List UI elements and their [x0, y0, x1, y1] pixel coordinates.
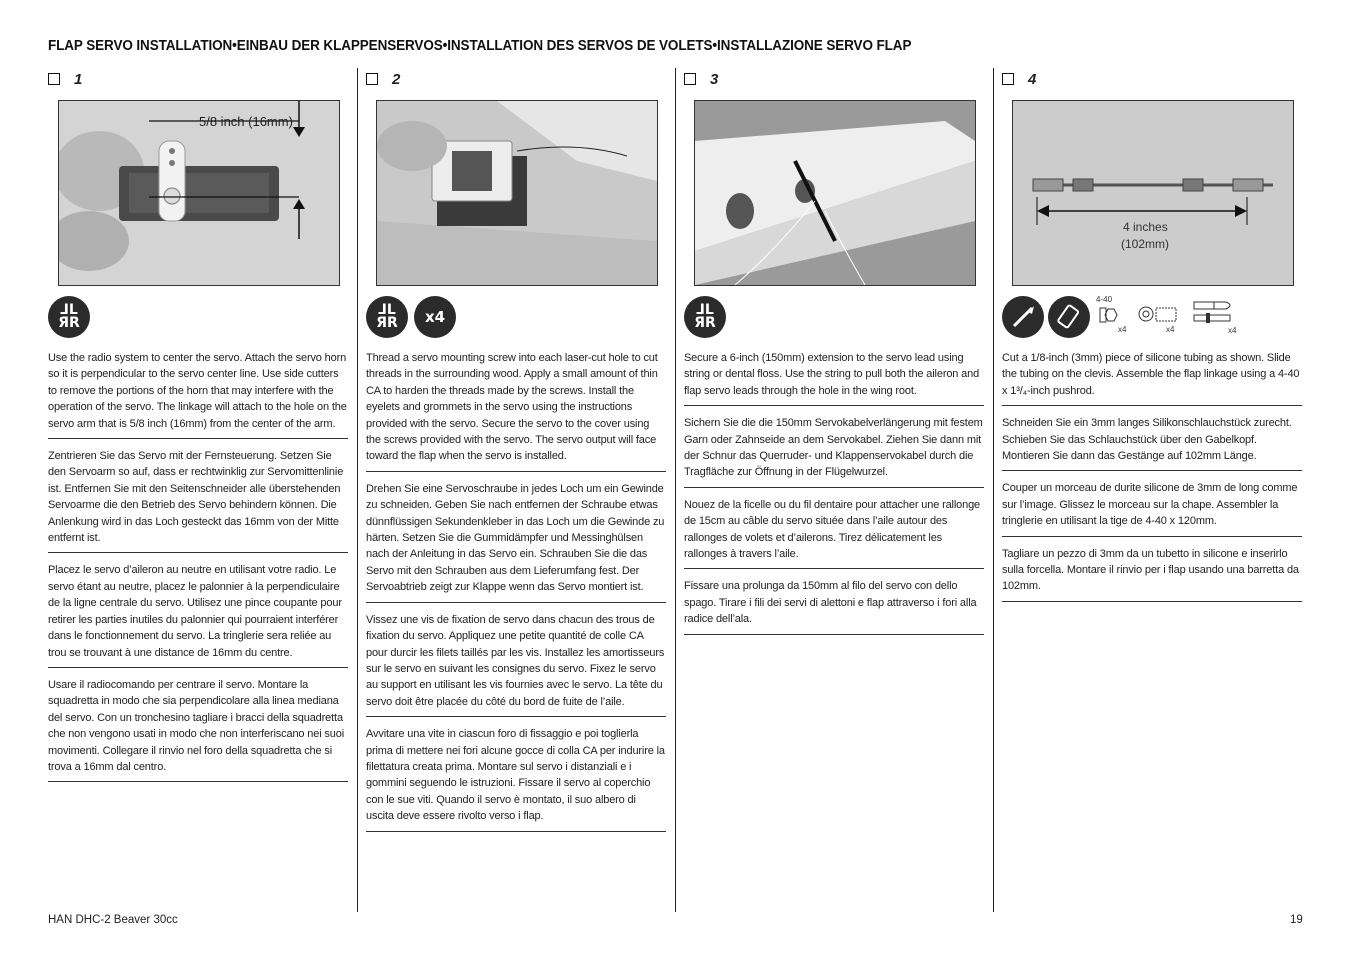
step-1-photo [58, 100, 340, 286]
radio-sticks-icon: ᒧL ЯR [48, 296, 90, 338]
checkbox-icon[interactable] [684, 73, 696, 85]
step-4-column [1002, 68, 1302, 593]
paragraph-de: Schneiden Sie ein 3mm langes Silikonschlauchstück zurecht. Schieben Sie das Schlauchstück über den Gabelkopf. Montieren Sie dann das Gestänge auf 102mm Länge. [1002, 415, 1302, 471]
step-2-icons [366, 294, 456, 340]
paragraph-en: Cut a 1/8-inch (3mm) piece of silicone tubing as shown. Slide the tubing on the clevis. Assemble the flap linkage using a 4-40 x 1³/₄-inch pushrod. [1002, 350, 1302, 406]
step-4-header [1002, 68, 1302, 90]
page-number: 19 [1290, 914, 1303, 926]
radio-sticks-icon: ᒧL ЯR [366, 296, 408, 338]
step-1-header [48, 68, 348, 90]
paragraph-it: Avvitare una vite in ciascun foro di fissaggio e poi toglierla prima di mettere nei fori alcune gocce di colla CA per indurire la filettatura creata prima. Montare sul servo i distanziali e i gommini seguendo le istruzioni. Fissare il servo al coperchio con le sue viti. Quando il servo è montato, il suo albero di uscita deve essere rivolto verso i flap. [366, 726, 666, 831]
paragraph-fr: Vissez une vis de fixation de servo dans chacun des trous de fixation du servo. Appliquez une petite quantité de colle CA pour durcir les filets taillés par les vis. Installez les amortisseurs sur le servo en suivant les consignes du servo. Fixez le servo au support en utilisant les vis fournies avec le servo. La tête du servo doit être placée du côté du bord de fuite de l’aile. [366, 612, 666, 717]
hobby-knife-icon [1002, 296, 1044, 338]
paragraph-de: Drehen Sie eine Servoschraube in jedes Loch um ein Gewinde zu schneiden. Geben Sie nach entfernen der Schraube etwas dünnflüssigen Sekundenkleber in das Loch um die Gewinde zu härten. Setzen Sie die Gummidämpfer und Messinghülsen nach der Anleitung in das Servo ein. Schrauben Sie die das Servo mit den Schrauben aus dem Lieferumfang fest. Der Servoabtrieb zeigt zur Klappe wenn das Servo montiert ist. [366, 481, 666, 603]
paragraph-en: Use the radio system to center the servo. Attach the servo horn so it is perpendicular to the servo center line. Use side cutters to remove the portions of the horn that may interfere with the operation of the servo. The linkage will attach to the hole on the servo arm that is 5/8 inch (16mm) from the center of the arm. [48, 350, 348, 439]
pushrod-length-label: 4 inches [1123, 220, 1168, 234]
column-divider [993, 68, 994, 912]
step-2-column [366, 68, 666, 823]
paragraph-fr: Nouez de la ficelle ou du fil dentaire pour attacher une rallonge de 15cm au câble du servo située dans l’aile autour des rallonges de volets et d’ailerons. Tirez délicatement les rallonges à travers l’aile. [684, 497, 984, 570]
step-4-icons [1002, 294, 1294, 340]
hardware-icons [1094, 294, 1294, 340]
step-1-icons [48, 294, 90, 340]
column-divider [675, 68, 676, 912]
step-number: 1 [74, 70, 83, 88]
checkbox-icon[interactable] [1002, 73, 1014, 85]
hardware-size-label: 4-40 [1096, 295, 1113, 304]
pushrod-length-metric-label: (102mm) [1121, 237, 1170, 251]
step-3-photo [694, 100, 976, 286]
paragraph-it: Fissare una prolunga da 150mm al filo del servo con dello spago. Tirare i fili dei servi di alettoni e flap attraverso i fori alla radice dell’ala. [684, 578, 984, 634]
clevis-quantity: x4 [1228, 326, 1237, 335]
step-3-column [684, 68, 984, 626]
page-title: FLAP SERVO INSTALLATION•EINBAU DER KLAPPENSERVOS•INSTALLATION DES SERVOS DE VOLETS•INSTALLAZIONE SERVO FLAP [48, 38, 912, 54]
nut-quantity: x4 [1118, 325, 1127, 334]
checkbox-icon[interactable] [366, 73, 378, 85]
horn-distance-label: 5/8 inch (16mm) [199, 114, 293, 129]
paragraph-it: Usare il radiocomando per centrare il servo. Montare la squadretta in modo che sia perpendicolare alla linea mediana del servo. Con un tronchesino tagliare i bracci della squadretta che non vengono usati in modo che non interferiscano nei suoi movimenti. Collegare il rinvio nel foro della squadretta che si trova a 16mm dal centro. [48, 677, 348, 782]
paragraph-de: Zentrieren Sie das Servo mit der Fernsteuerung. Setzen Sie den Servoarm so auf, dass er rechtwinklig zur Servomittenlinie ist. Entfernen Sie mit den Seitenschneider alle überstehenden Servoarme die den Betrieb des Servo behindern können. Die Anlenkung wird in das Loch gesteckt das 16mm von der Mitte entfernt ist. [48, 448, 348, 553]
quantity-badge: x4 [414, 296, 456, 338]
step-2-header [366, 68, 666, 90]
step-number: 4 [1028, 70, 1037, 88]
paragraph-de: Sichern Sie die die 150mm Servokabelverlängerung mit festem Garn oder Zahnseide an dem Servokabel. Ziehen Sie dann mit der Schnur das Querruder- und Klappenservokabel durch die Tragfläche zur Öffnung in der Flügelwurzel. [684, 415, 984, 488]
checkbox-icon[interactable] [48, 73, 60, 85]
step-number: 2 [392, 70, 401, 88]
paragraph-en: Thread a servo mounting screw into each laser-cut hole to cut threads in the surrounding wood. Apply a small amount of thin CA to harden the threads made by the screws. Install the eyelets and grommets in the servo using the instructions provided with the servo. Secure the servo to the cover using the screws provided with the servo. The servo output will face toward the flap when the servo is installed. [366, 350, 666, 472]
step-1-column [48, 68, 348, 773]
paragraph-it: Tagliare un pezzo di 3mm da un tubetto in silicone e inserirlo sulla forcella. Montare il rinvio per i flap usando una barretta da 102mm. [1002, 546, 1302, 602]
radio-sticks-icon: ᒧL ЯR [684, 296, 726, 338]
grommet-quantity: x4 [1166, 325, 1175, 334]
step-number: 3 [710, 70, 719, 88]
step-3-icons [684, 294, 726, 340]
step-4-photo [1012, 100, 1294, 286]
paragraph-fr: Placez le servo d’aileron au neutre en utilisant votre radio. Le servo étant au neutre, placez le palonnier à la perpendiculaire de la ligne centrale du servo. Utilisez une pince coupante pour retirer les parties inutiles du palonnier qui pourraient interférer dans le fonctionnement du servo. La tringlerie sera reliée au trou se trouvant à une distance de 16mm du centre. [48, 562, 348, 667]
step-3-header [684, 68, 984, 90]
paragraph-fr: Couper un morceau de durite silicone de 3mm de long comme sur l’image. Glissez le morceau sur la chape. Assembler la tringlerie en utilisant la tige de 4-40 x 120mm. [1002, 480, 1302, 536]
paragraph-en: Secure a 6-inch (150mm) extension to the servo lead using string or dental floss. Use the string to pull both the aileron and flap servo leads through the hole in the wing root. [684, 350, 984, 406]
silicone-tubing-icon [1048, 296, 1090, 338]
step-2-photo [376, 100, 658, 286]
footer-model-name: HAN DHC-2 Beaver 30cc [48, 914, 178, 926]
column-divider [357, 68, 358, 912]
